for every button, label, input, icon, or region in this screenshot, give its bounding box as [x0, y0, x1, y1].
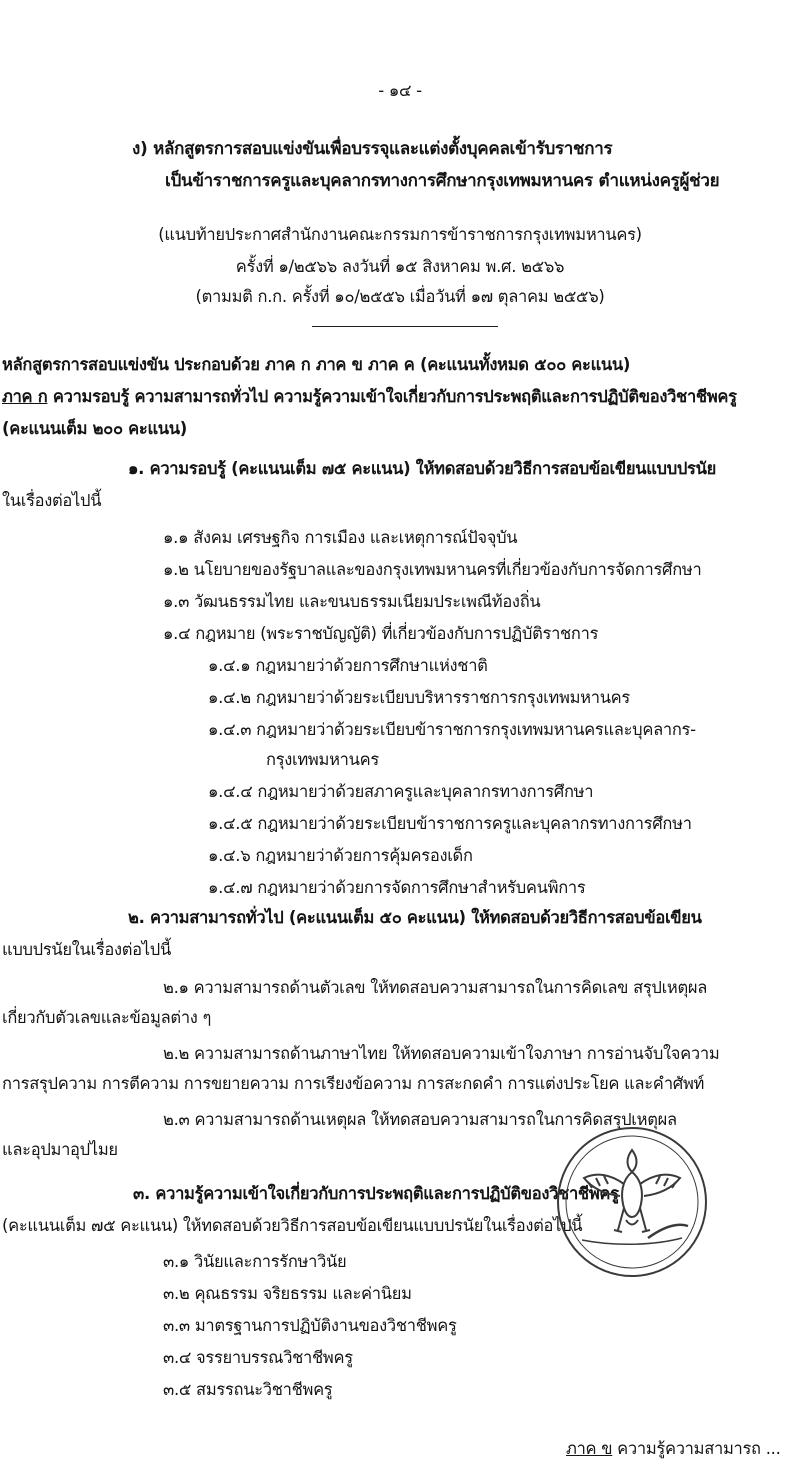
paragraph-line: การสรุปความ การตีความ การขยายความ การเรียงข้อความ การสะกดคำ การแต่งประโยค และคำศัพท์	[2, 1074, 705, 1093]
separator-rule	[312, 326, 498, 327]
section-1-title-cont: ในเรื่องต่อไปนี้	[2, 491, 102, 510]
paragraph-line: ๒.๓ ความสามารถด้านเหตุผล ให้ทดสอบความสามารถในการคิดสรุปเหตุผล	[163, 1110, 677, 1129]
section-2-title-text: ๒. ความสามารถทั่วไป (คะแนนเต็ม ๕๐ คะแนน) ให้ทดสอบด้วยวิธีการสอบข้อเขียน	[128, 908, 702, 927]
annex-line-3: (ตามมติ ก.ก. ครั้งที่ ๑๐/๒๕๕๖ เมื่อวันที่ ๑๗ ตุลาคม ๒๕๕๖)	[195, 287, 605, 306]
garuda-emblem-icon	[552, 1122, 712, 1282]
paragraph-line: และอุปมาอุปไมย	[2, 1140, 118, 1159]
sub-list-item: ๑.๔.๒ กฎหมายว่าด้วยระเบียบบริหารราชการกรุงเทพมหานคร	[208, 688, 630, 707]
list-item: ๓.๑ วินัยและการรักษาวินัย	[163, 1252, 347, 1271]
section-3-title-text: ๓. ความรู้ความเข้าใจเกี่ยวกับการประพฤติและการปฏิบัติของวิชาชีพครู	[133, 1184, 619, 1203]
next-part-text: ความรู้ความสามารถ ...	[612, 1439, 781, 1458]
list-item: ๓.๒ คุณธรรม จริยธรรม และค่านิยม	[163, 1284, 412, 1303]
sub-list-item: ๑.๔.๑ กฎหมายว่าด้วยการศึกษาแห่งชาติ	[208, 656, 488, 675]
list-item: ๑.๑ สังคม เศรษฐกิจ การเมือง และเหตุการณ์ปัจจุบัน	[163, 528, 518, 547]
sub-list-item: ๑.๔.๕ กฎหมายว่าด้วยระเบียบข้าราชการครูและบุคลากรทางการศึกษา	[208, 814, 692, 833]
paragraph-line: เกี่ยวกับตัวเลขและข้อมูลต่าง ๆ	[2, 1008, 212, 1027]
section-1-title	[128, 458, 716, 480]
annex-line-2: ครั้งที่ ๑/๒๕๖๖ ลงวันที่ ๑๕ สิงหาคม พ.ศ. ๒๕๖๖	[235, 257, 565, 276]
page-number: - ๑๔ -	[378, 81, 422, 100]
list-item: ๑.๓ วัฒนธรรมไทย และขนบธรรมเนียมประเพณีท้องถิ่น	[163, 592, 541, 611]
list-item: ๑.๒ นโยบายของรัฐบาลและของกรุงเทพมหานครที่เกี่ยวข้องกับการจัดการศึกษา	[163, 560, 702, 579]
section-2-title-cont: แบบปรนัยในเรื่องต่อไปนี้	[2, 940, 171, 959]
part-a-label: ภาค ก	[2, 387, 48, 406]
heading-line-1: ง) หลักสูตรการสอบแข่งขันเพื่อบรรจุและแต่งตั้งบุคคลเข้ารับราชการ	[132, 139, 613, 159]
sub-list-item: ๑.๔.๖ กฎหมายว่าด้วยการคุ้มครองเด็ก	[208, 846, 473, 865]
annex-line-1: (แนบท้ายประกาศสำนักงานคณะกรรมการข้าราชการกรุงเทพมหานคร)	[158, 225, 642, 244]
list-item: ๓.๕ สมรรถนะวิชาชีพครู	[163, 1380, 333, 1399]
section-3-title-cont: (คะแนนเต็ม ๗๕ คะแนน) ให้ทดสอบด้วยวิธีการสอบข้อเขียนแบบปรนัยในเรื่องต่อไปนี้	[2, 1216, 583, 1235]
sub-list-item: ๑.๔.๗ กฎหมายว่าด้วยการจัดการศึกษาสำหรับคนพิการ	[208, 878, 586, 897]
next-part-continuation	[566, 1438, 781, 1460]
list-item: ๑.๔ กฎหมาย (พระราชบัญญัติ) ที่เกี่ยวข้องกับการปฏิบัติราชการ	[163, 624, 599, 643]
part-a-heading	[2, 386, 737, 408]
section-2-title	[128, 907, 702, 929]
sub-list-item-cont: กรุงเทพมหานคร	[266, 750, 379, 769]
part-a-text: ความรอบรู้ ความสามารถทั่วไป ความรู้ความเข้าใจเกี่ยวกับการประพฤติและการปฏิบัติของวิชาชีพครู	[47, 387, 737, 406]
list-item: ๓.๔ จรรยาบรรณวิชาชีพครู	[163, 1348, 353, 1367]
paragraph-line: ๒.๒ ความสามารถด้านภาษาไทย ให้ทดสอบความเข้าใจภาษา การอ่านจับใจความ	[163, 1044, 720, 1063]
part-a-score: (คะแนนเต็ม ๒๐๐ คะแนน)	[2, 419, 188, 438]
heading-line-2: เป็นข้าราชการครูและบุคลากรทางการศึกษากรุงเทพมหานคร ตำแหน่งครูผู้ช่วย	[165, 171, 720, 191]
exam-summary: หลักสูตรการสอบแข่งขัน ประกอบด้วย ภาค ก ภาค ข ภาค ค (คะแนนทั้งหมด ๕๐๐ คะแนน)	[2, 355, 631, 374]
next-part-label: ภาค ข	[566, 1439, 613, 1458]
section-1-title-text: ๑. ความรอบรู้ (คะแนนเต็ม ๗๕ คะแนน) ให้ทดสอบด้วยวิธีการสอบข้อเขียนแบบปรนัย	[128, 459, 716, 478]
section-3-title	[133, 1183, 619, 1205]
list-item: ๓.๓ มาตรฐานการปฏิบัติงานของวิชาชีพครู	[163, 1316, 457, 1335]
paragraph-line: ๒.๑ ความสามารถด้านตัวเลข ให้ทดสอบความสามารถในการคิดเลข สรุปเหตุผล	[163, 978, 708, 997]
sub-list-item: ๑.๔.๓ กฎหมายว่าด้วยระเบียบข้าราชการกรุงเทพมหานครและบุคลากร-	[208, 720, 696, 739]
sub-list-item: ๑.๔.๔ กฎหมายว่าด้วยสภาครูและบุคลากรทางการศึกษา	[208, 782, 594, 801]
